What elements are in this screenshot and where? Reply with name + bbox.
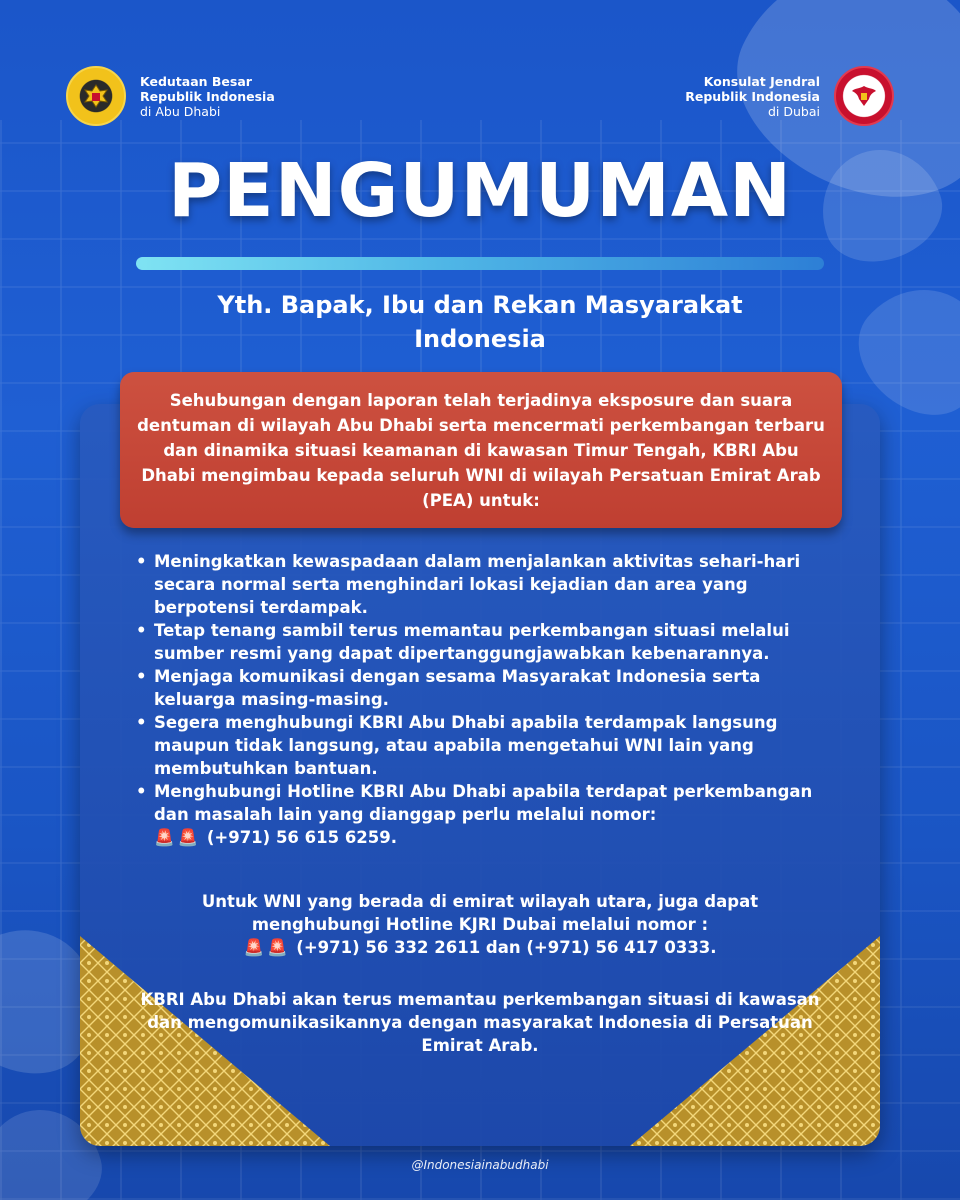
siren-icon: 🚨 — [154, 828, 175, 847]
page-title: PENGUMUMAN — [167, 148, 793, 234]
notice-line: Untuk WNI yang berada di emirat wilayah utara, juga dapat — [201, 892, 759, 911]
greeting-line: Yth. Bapak, Ibu dan Rekan Masyarakat — [217, 291, 743, 319]
siren-icon: 🚨 — [243, 938, 264, 957]
garuda-emblem-icon — [66, 66, 126, 126]
closing-line: KBRI Abu Dhabi akan terus memantau perkembangan situasi di kawasan — [140, 990, 820, 1009]
consulate-name — [685, 74, 820, 119]
consulate-location: di Dubai — [768, 103, 820, 119]
embassy-name-line: Kedutaan Besar — [140, 73, 252, 89]
hotline-instruction: Menghubungi Hotline KBRI Abu Dhabi apabila terdapat perkembangan dan masalah lain yang dianggap perlu melalui nomor: — [154, 782, 813, 824]
consulate-name-line: Konsulat Jendral — [703, 73, 820, 89]
embassy-name — [140, 74, 275, 119]
garuda-emblem-icon — [834, 66, 894, 126]
hotline-numbers-kjri: (+971) 56 332 2611 dan (+971) 56 417 0333. — [296, 938, 717, 957]
closing-statement — [0, 988, 960, 1057]
list-item: • Segera menghubungi KBRI Abu Dhabi apabila terdampak langsung maupun tidak langsung, atau apabila mengetahui WNI lain yang membutuhkan bantuan. — [134, 711, 846, 780]
title-underline-bar — [136, 257, 824, 270]
list-item: • Meningkatkan kewaspadaan dalam menjalankan aktivitas sehari-hari secara normal serta menghindari lokasi kejadian dan area yang berpotensi terdampak. — [134, 550, 846, 619]
siren-icon: 🚨 — [266, 938, 288, 957]
consulate-name-line: Republik Indonesia — [685, 88, 820, 104]
list-item — [134, 780, 846, 849]
closing-line: Emirat Arab. — [421, 1036, 539, 1055]
embassy-header — [66, 66, 275, 126]
hotline-number-kbri: (+971) 56 615 6259. — [206, 828, 398, 847]
advice-list — [134, 550, 846, 849]
closing-line: dan mengomunikasikannya dengan masyarakat Indonesia di Persatuan — [147, 1013, 813, 1032]
greeting-line: Indonesia — [414, 325, 546, 353]
social-handle: @Indonesiainabudhabi — [411, 1158, 549, 1172]
consulate-header — [685, 66, 894, 126]
intro-text: Sehubungan dengan laporan telah terjadinya eksposure dan suara dentuman di wilayah Abu Dhabi serta mencermati perkembangan terbaru dan dinamika situasi keamanan di kawasan Timur Tengah, KBRI Abu Dhabi mengimbau kepada seluruh WNI di wilayah Persatuan Emirat Arab (PEA) untuk: — [137, 390, 825, 510]
embassy-name-line: Republik Indonesia — [140, 88, 275, 104]
siren-icon: 🚨 — [177, 828, 199, 847]
notice-line: menghubungi Hotline KJRI Dubai melalui nomor : — [251, 915, 709, 934]
intro-alert-box — [120, 372, 842, 528]
list-item: • Menjaga komunikasi dengan sesama Masyarakat Indonesia serta keluarga masing-masing. — [134, 665, 846, 711]
greeting — [0, 288, 960, 356]
list-item: • Tetap tenang sambil terus memantau perkembangan situasi melalui sumber resmi yang dapat dipertanggungjawabkan kebenarannya. — [134, 619, 846, 665]
north-emirates-notice — [0, 890, 960, 959]
hotline-numbers-kjri-line — [0, 936, 960, 959]
embassy-location: di Abu Dhabi — [140, 103, 221, 119]
